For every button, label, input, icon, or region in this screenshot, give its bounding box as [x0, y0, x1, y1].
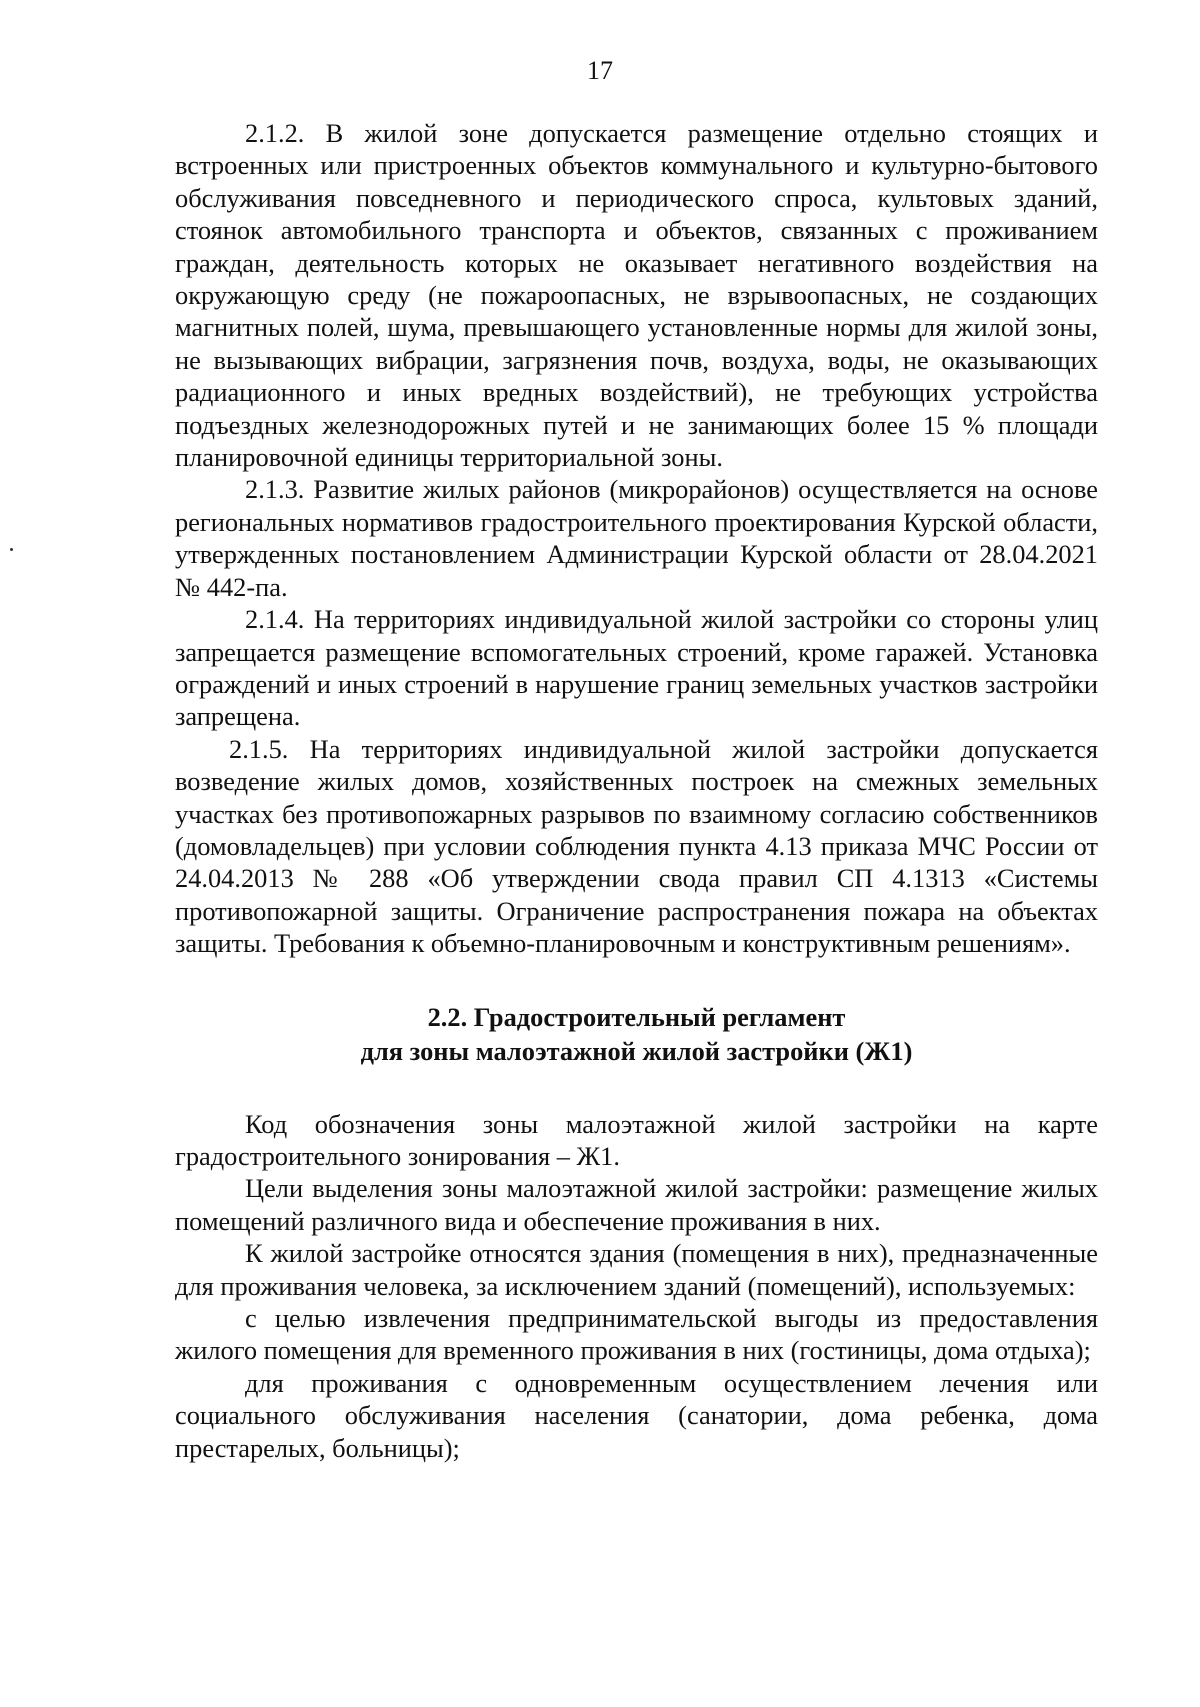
page-number: 17 [587, 56, 613, 85]
paragraph-2-1-2: 2.1.2. В жилой зоне допускается размещение отдельно стоящих и встроенных или пристроенных объектов коммунального и культурно-бытового обслуживания повседневного и периодического спроса, культовых зданий, стоянок автомобильного транспорта и объектов, связанных с проживанием граждан, деятельность которых не оказывает негативного воздействия на окружающую среду (не пожароопасных, не взрывоопасных, не создающих магнитных полей, шума, превышающего установленные нормы для жилой зоны, не вызывающих вибрации, загрязнения почв, воздуха, воды, не оказывающих радиационного и иных вредных воздействий), не требующих устройства подъездных железнодорожных путей и не занимающих более 15 % площади планировочной единицы территориальной зоны. [175, 118, 1098, 473]
paragraph-zone-code: Код обозначения зоны малоэтажной жилой застройки на карте градостроительного зонирования – Ж1. [175, 1108, 1098, 1171]
paragraph-2-1-5: 2.1.5. На территориях индивидуальной жилой застройки допускается возведение жилых домов, хозяйственных построек на смежных земельных участках без противопожарных разрывов по взаимному согласию собственников (домовладельцев) при условии соблюдения пункта 4.13 приказа МЧС России от 24.04.2013 № 288 «Об утверждении свода правил СП 4.1313 «Системы противопожарной защиты. Ограничение распространения пожара на объектах защиты. Требования к объемно-планировочным и конструктивным решениям». [175, 733, 1098, 959]
paragraph-exception-medical: для проживания с одновременным осуществлением лечения или социального обслуживания населения (санатории, дома ребенка, дома престарелых, больницы); [175, 1367, 1098, 1463]
scan-speck [10, 548, 13, 551]
document-body [175, 117, 1098, 1464]
section-heading-line-1: 2.2. Градостроительный регламент [427, 1001, 846, 1032]
paragraph-residential-definition: К жилой застройке относятся здания (помещения в них), предназначенные для проживания человека, за исключением зданий (помещений), используемых: [175, 1238, 1098, 1301]
paragraph-2-1-3: 2.1.3. Развитие жилых районов (микрорайонов) осуществляется на основе региональных нормативов градостроительного проектирования Курской области, утвержденных постановлением Администрации Курской области от 28.04.2021 № 442-па. [175, 474, 1098, 602]
paragraph-2-1-4: 2.1.4. На территориях индивидуальной жилой застройки со стороны улиц запрещается размещение вспомогательных строений, кроме гаражей. Установка ограждений и иных строений в нарушение границ земельных участков застройки запрещена. [175, 604, 1098, 732]
section-heading [175, 1000, 1098, 1068]
paragraph-zone-goals: Цели выделения зоны малоэтажной жилой застройки: размещение жилых помещений различного вида и обеспечение проживания в них. [175, 1173, 1098, 1236]
section-heading-line-2: для зоны малоэтажной жилой застройки (Ж1) [360, 1035, 913, 1066]
paragraph-exception-commercial: с целью извлечения предпринимательской выгоды из предоставления жилого помещения для временного проживания в них (гостиницы, дома отдыха); [175, 1303, 1098, 1366]
